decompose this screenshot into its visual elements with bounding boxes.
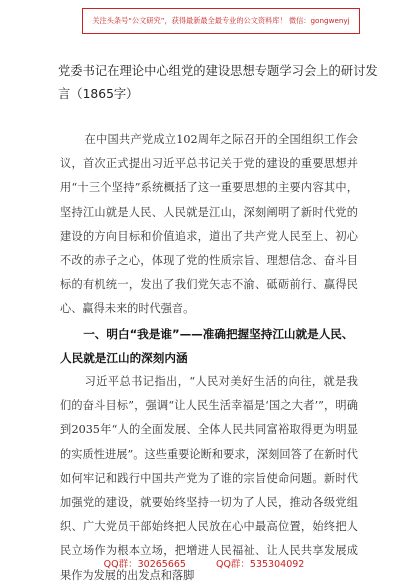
promo-banner-text: 关注头条号“公文研究”，获得最新最全最专业的公文资料库！ 微信：gongwenyj <box>92 16 350 25</box>
document-body <box>60 128 358 588</box>
document-title: 党委书记在理论中心组党的建设思想专题学习会上的研讨发言（1865字） <box>58 64 378 101</box>
body-paragraph: 习近平总书记指出，“人民对美好生活的向往，就是我们的奋斗目标”，强调“让人民生活幸福是‘国之大者’”，明确到2035年“人的全面发展、全体人民共同富裕取得更为明显的实质性进展”。这些重要论断和要求，深刻回答了在新时代如何牢记和践行中国共产党为了谁的宗旨使命问题。新时代加强党的建设，就要始终坚持一切为了人民，推动各级党组织、广大党员干部始终把人民放在心中最高位置，始终把人民立场作为根本立场，把增进人民福祉、让人民共享发展成果作为发展的出发点和落脚 <box>60 375 358 582</box>
footer-qq-group-2: QQ群：535304092 <box>215 559 305 570</box>
footer-qq-group-1: QQ群：30265665 <box>103 559 186 570</box>
section-heading: 一、明白“我是谁”——准确把握坚持江山就是人民、人民就是江山的深刻内涵 <box>60 326 354 365</box>
body-paragraph: 在中国共产党成立102周年之际召开的全国组织工作会议，首次正式提出习近平总书记关于党的建设的重要思想并用“十三个坚持”系统概括了这一重要思想的主要内容其中，坚持江山就是人民、人民就是江山，深刻阐明了新时代党的建设的方向目标和价值追求，道出了共产党人民至上、初心不改的赤子之心，体现了党的性质宗旨、理想信念、奋斗目标的有机统一，发出了我们党矢志不渝、砥砺前行、赢得民心、赢得未来的时代强音。 <box>60 133 358 316</box>
footer-contacts <box>0 556 408 574</box>
promo-banner <box>82 8 360 34</box>
